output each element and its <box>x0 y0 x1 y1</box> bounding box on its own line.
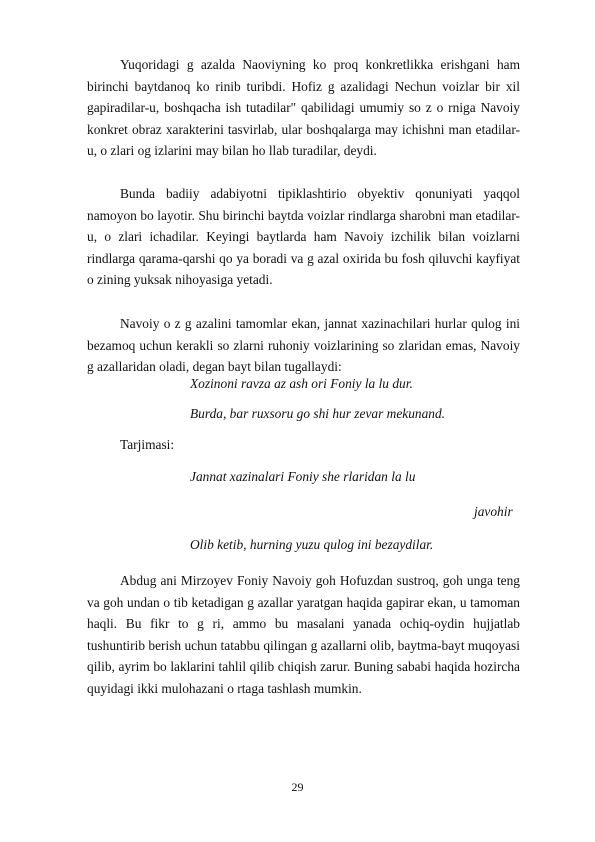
paragraph-3: Navoiy o z g azalini tamomlar ekan, jannat xazinachilari hurlar qulog ini bezamoq uchun kerakli so zlarni ruhoniy voizlarining so zlaridan emas, Navoiy g azallaridan oladi, degan bayt bilan tugallaydi: <box>87 316 520 375</box>
paragraph-1: Yuqoridagi g azalda Naoviyning ko proq konkretlikka erishgani ham birinchi baytdanoq ko rinib turibdi. Hofiz g azalidagi Nechun voizlar bir xil gapiradilar-u, boshqacha ish tutadilar" qabilidagi umumiy so z o rniga Navoiy konkret obraz xarakterini tasvirlab, ular boshqalarga may ichishni man etadilar-u, o zlari og izlarini may bilan ho llab turadilar, deydi. <box>87 57 520 159</box>
verse-translation-line-1: Jannat xazinalari Foniy she rlaridan la lu <box>190 469 416 484</box>
verse-original-line-1: Xozinoni ravza az ash ori Foniy la lu dur. <box>190 376 413 391</box>
page-number: 29 <box>291 780 304 794</box>
paragraph-4: Abdug ani Mirzoyev Foniy Navoiy goh Hofuzdan sustroq, goh unga teng va goh undan o tib ketadigan g azallar yaratgan haqida gapirar ekan, u tamoman haqli. Bu fikr to g ri, ammo bu masalani yanada ochiq-oydin hujjatlab tushuntirib berish uchun tatabbu qilingan g azallarni olib, baytma-bayt muqoyasi qilib, ayrim bo laklarini tahlil qilib chiqish zarur. Buning sababi haqida hozircha quyidagi ikki mulohazani o rtaga tashlash mumkin. <box>87 573 520 696</box>
verse-translation-line-2: Olib ketib, hurning yuzu qulog ini bezaydilar. <box>190 537 434 552</box>
translation-label: Tarjimasi: <box>120 437 175 452</box>
paragraph-2: Bunda badiiy adabiyotni tipiklashtirio obyektiv qonuniyati yaqqol namoyon bo layotir. Shu birinchi baytda voizlar rindlarga sharobni man etadilar-u, o zlari ichadilar. Keyingi baytlarda ham Navoiy izchilik bilan voizlarni rindlarga qarama-qarshi qo ya boradi va g azal oxirida bu fosh qiluvchi kayfiyat o zining yuksak nihoyasiga yetadi. <box>87 186 520 288</box>
verse-original-line-2: Burda, bar ruxsoru go shi hur zevar mekunand. <box>190 406 446 421</box>
verse-translation-line-1-cont: javohir <box>474 504 513 519</box>
